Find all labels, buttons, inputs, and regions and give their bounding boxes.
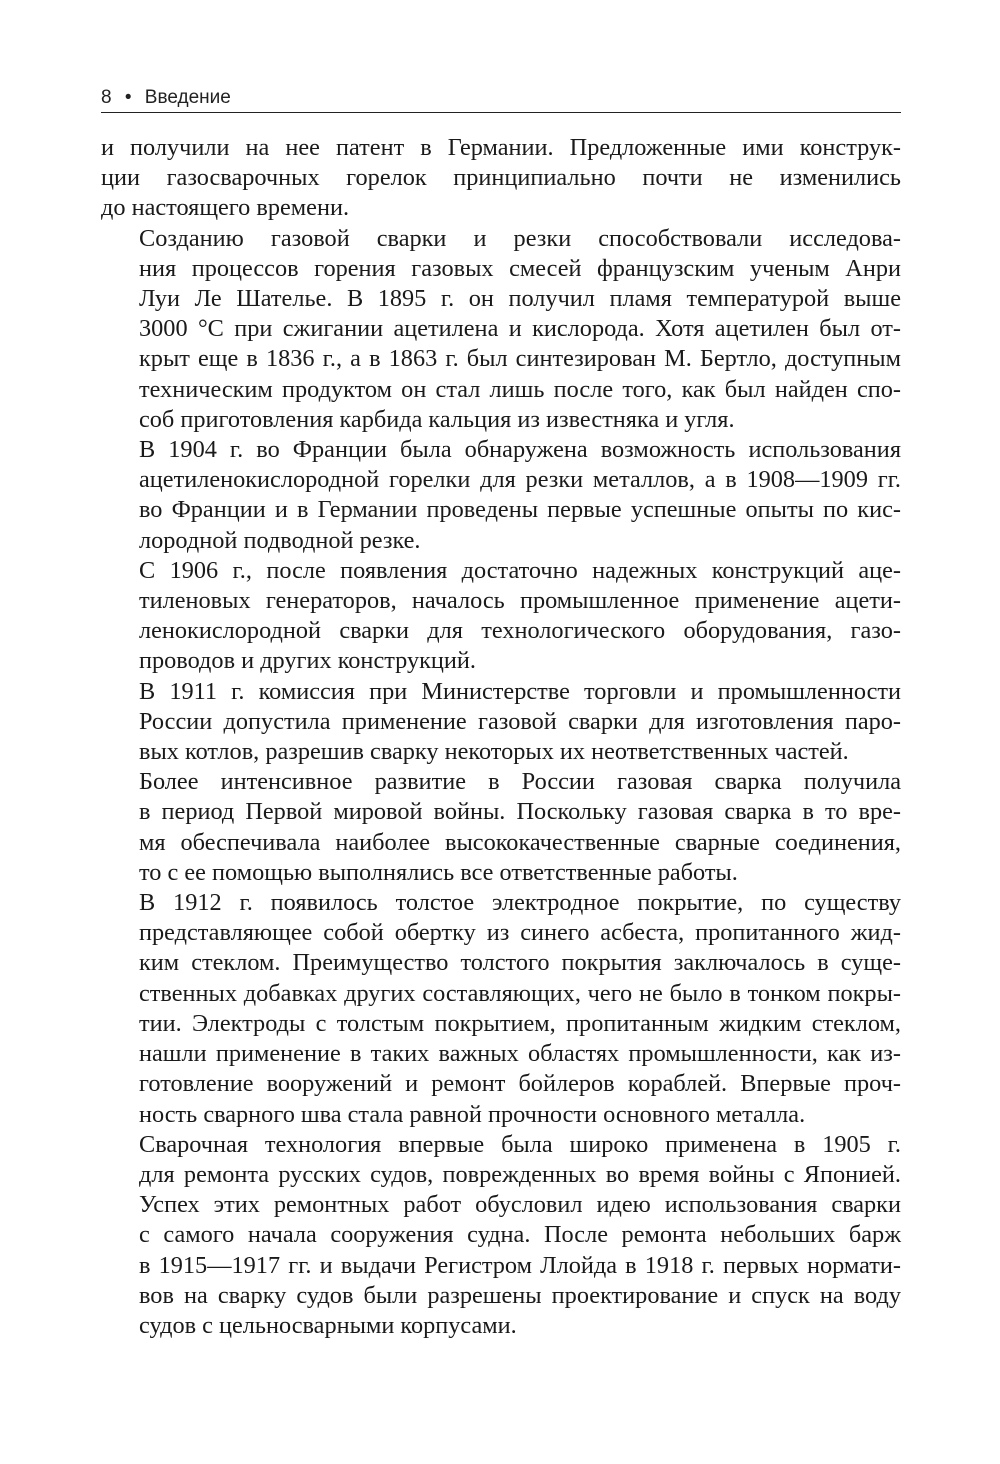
paragraph-8 [101,1130,901,1341]
text-line: и получили на нее патент в Германии. Предложенные ими конструк- [101,134,901,161]
paragraph-5 [101,677,901,768]
paragraph-4 [101,556,901,677]
text-line: с самого начала сооружения судна. После ремонта небольших барж [139,1221,901,1249]
text-line: Более интенсивное развитие в России газовая сварка получила [139,768,901,796]
text-line: ственных добавках других составляющих, чего не было в тонком покры- [139,979,901,1007]
text-line: Созданию газовой сварки и резки способствовали исследова- [139,224,901,252]
paragraph-6 [101,767,901,888]
text-line: ленокислородной сварки для технологического оборудования, газо- [139,617,901,645]
text-line: в период Первой мировой войны. Поскольку газовая сварка в то вре- [139,798,901,826]
text-line: во Франции и в Германии проведены первые успешные опыты по кис- [139,496,901,524]
text-line: ность сварного шва стала равной прочности основного металла. [139,1100,806,1128]
text-line: представляющее собой обертку из синего асбеста, пропитанного жид- [139,919,901,947]
text-line: Луи Ле Шателье. В 1895 г. он получил пламя температурой выше [139,285,901,313]
text-line: ацетиленокислородной горелки для резки металлов, а в 1908—1909 гг. [139,466,901,494]
text-line: то с ее помощью выполнялись все ответственные работы. [139,858,738,886]
paragraph-7 [101,888,901,1130]
text-line: техническим продуктом он стал лишь после того, как был найден спо- [139,375,901,403]
paragraph-1 [101,133,901,224]
text-line: ции газосварочных горелок принципиально почти не изменились [101,164,901,192]
paragraph-2 [101,224,901,435]
text-line: вов на сварку судов были разрешены проектирование и спуск на воду [139,1281,901,1309]
text-line: ния процессов горения газовых смесей французским ученым Анри [139,254,901,282]
text-line: соб приготовления карбида кальция из известняка и угля. [139,405,735,433]
text-line: готовление вооружений и ремонт бойлеров кораблей. Впервые проч- [139,1070,901,1098]
text-line: до настоящего времени. [101,194,350,222]
text-line: в 1915—1917 гг. и выдачи Регистром Ллойда в 1918 г. первых нормати- [139,1251,901,1279]
text-line: судов с цельносварными корпусами. [139,1311,517,1339]
text-line: тиленовых генераторов, началось промышленное применение ацети- [139,587,901,615]
paragraph-3 [101,435,901,556]
text-line: вых котлов, разрешив сварку некоторых их неответственных частей. [139,738,849,766]
text-line: В 1904 г. во Франции была обнаружена возможность использования [139,436,901,464]
text-line: ким стеклом. Преимущество толстого покрытия заключалось в суще- [139,949,901,977]
text-line: нашли применение в таких важных областях промышленности, как из- [139,1040,901,1068]
text-line: крыт еще в 1836 г., а в 1863 г. был синтезирован М. Бертло, доступным [139,345,901,373]
text-line: Сварочная технология впервые была широко применена в 1905 г. [139,1130,901,1158]
text-line: С 1906 г., после появления достаточно надежных конструкций аце- [139,556,901,584]
section-title: Введение [144,87,231,108]
text-line: лородной подводной резке. [139,526,421,554]
text-line: Успех этих ремонтных работ обусловил идею использования сварки [139,1191,901,1219]
text-line: проводов и других конструкций. [139,647,477,675]
page-number: 8 [101,87,112,108]
text-line: России допустила применение газовой сварки для изготовления паро- [139,707,901,735]
text-line: В 1912 г. появилось толстое электродное покрытие, по существу [139,889,901,917]
header-separator-icon: • [124,87,132,108]
text-line: мя обеспечивала наиболее высококачественные сварные соединения, [139,828,901,856]
text-line: В 1911 г. комиссия при Министерстве торговли и промышленности [139,677,901,705]
text-line: тии. Электроды с толстым покрытием, пропитанным жидким стеклом, [139,1009,901,1037]
text-line: 3000 °С при сжигании ацетилена и кислорода. Хотя ацетилен был от- [139,315,901,343]
text-line: для ремонта русских судов, поврежденных во время войны с Японией. [139,1160,901,1188]
page-body [101,133,901,1341]
running-header [101,86,901,113]
